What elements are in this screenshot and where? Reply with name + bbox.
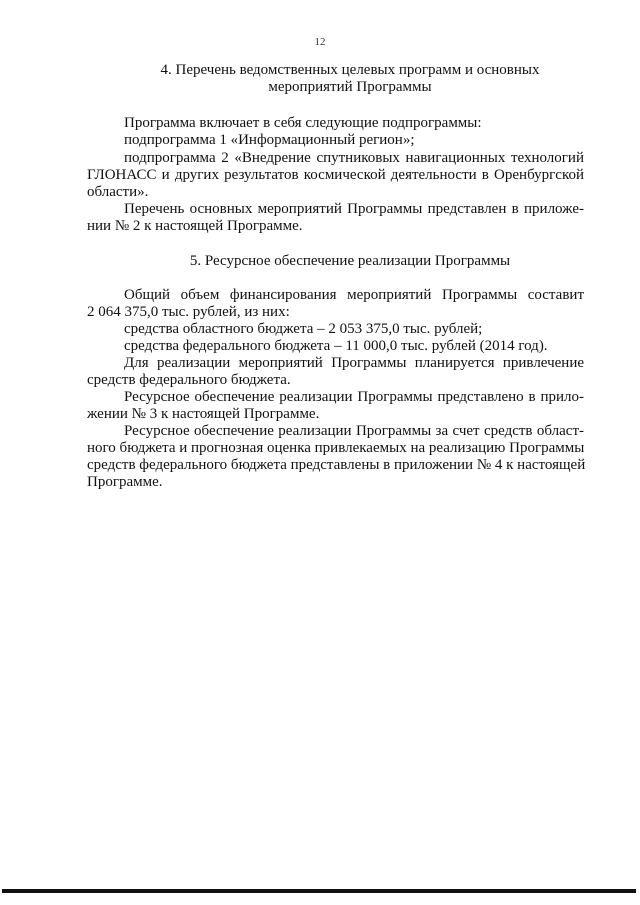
- section-4-heading: [110, 62, 590, 96]
- paragraph-line: подпрограмма 1 «Информационный регион»;: [124, 132, 415, 148]
- paragraph-line: Перечень основных мероприятий Программы представлен в приложе-: [124, 201, 584, 217]
- paragraph-line: Программа включает в себя следующие подпрограммы:: [124, 115, 482, 131]
- paragraph-line: ного бюджета и прогнозная оценка привлекаемых на реализацию Программы: [87, 440, 585, 456]
- paragraph-line: средства областного бюджета – 2 053 375,0 тыс. рублей;: [124, 321, 483, 337]
- paragraph-line: Ресурсное обеспечение реализации Программы за счет средств област-: [124, 423, 584, 439]
- paragraph-line: ГЛОНАСС и других результатов космической деятельности в Оренбургской: [87, 167, 584, 183]
- paragraph-line: Для реализации мероприятий Программы планируется привлечение: [124, 355, 584, 371]
- paragraph-line: средств федерального бюджета представлены в приложении № 4 к настоящей: [87, 457, 586, 473]
- paragraph-line: средства федерального бюджета – 11 000,0 тыс. рублей (2014 год).: [124, 338, 548, 354]
- paragraph-line: области».: [87, 184, 149, 200]
- paragraph-line: Общий объем финансирования мероприятий Программы составит: [124, 287, 584, 303]
- paragraph-line: 2 064 375,0 тыс. рублей, из них:: [87, 304, 290, 320]
- page-number: 12: [314, 36, 326, 48]
- section-5-heading-line: 5. Ресурсное обеспечение реализации Программы: [189, 253, 511, 269]
- paragraph-line: подпрограмма 2 «Внедрение спутниковых навигационных технологий: [124, 150, 584, 166]
- paragraph-line: Ресурсное обеспечение реализации Программы представлено в прило-: [124, 389, 584, 405]
- paragraph-line: нии № 2 к настоящей Программе.: [87, 218, 303, 234]
- paragraph-line: жении № 3 к настоящей Программе.: [87, 406, 320, 422]
- section-4-heading-line-2: мероприятий Программы: [268, 79, 432, 95]
- bottom-border: [2, 889, 636, 893]
- section-5-heading: [110, 253, 590, 270]
- paragraph-line: Программе.: [87, 474, 163, 490]
- section-4-heading-line-1: 4. Перечень ведомственных целевых программ и основных: [160, 62, 540, 78]
- paragraph-line: средств федерального бюджета.: [87, 372, 291, 388]
